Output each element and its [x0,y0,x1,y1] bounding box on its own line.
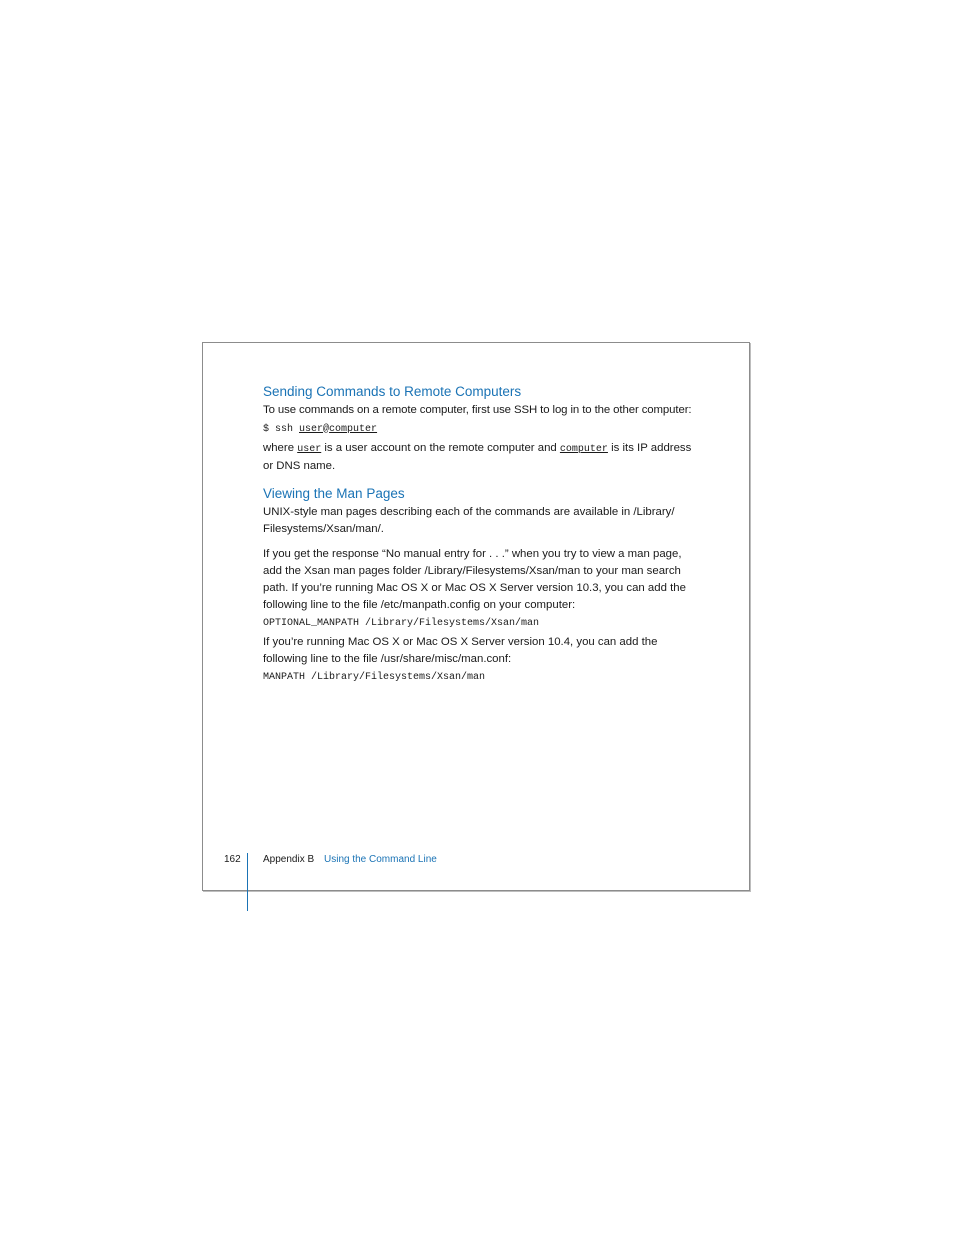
where-computer-code: computer [559,444,608,455]
where-mid-text: is a user account on the remote computer and [321,442,560,454]
ssh-command-user: user [299,424,324,435]
page-content [263,382,713,685]
section-heading-remote-commands: Sending Commands to Remote Computers [263,384,522,399]
ssh-command-prefix: $ ssh [263,424,300,435]
where-word: where [263,442,298,454]
manpath-code: MANPATH /Library/Filesystems/Xsan/man [263,672,486,683]
section-heading-man-pages: Viewing the Man Pages [263,486,405,501]
ssh-command-at: @ [323,424,330,435]
footer-chapter-title: Using the Command Line [324,854,437,865]
man-path-instructions-text: If you get the response “No manual entry for . . .” when you try to view a man page, add the Xsan man pages folder /Library/Filesystems/Xsan/man to your man search path. If you’re running Mac OS X or Mac OS X Server version 10.3, you can add the following line to the file /etc/manpath.config on your computer: [263,548,686,611]
where-user-code: user [297,444,322,455]
man-conf-instructions-text: If you’re running Mac OS X or Mac OS X Server version 10.4, you can add the following line to the file /usr/share/misc/man.conf: [263,636,658,665]
ssh-explanation-text [263,440,703,475]
ssh-command-line [263,423,713,437]
ssh-command-computer: computer [329,424,378,435]
man-pages-location-text: UNIX-style man pages describing each of the commands are available in /Library/ Filesystems/Xsan/man/. [263,506,675,535]
footer-vertical-rule [247,853,248,911]
page-number: 162 [224,854,241,865]
remote-intro-text: To use commands on a remote computer, first use SSH to log in to the other computer: [263,404,692,416]
optional-manpath-code: OPTIONAL_MANPATH /Library/Filesystems/Xsan/man [263,618,540,629]
where-end-text: is its IP address or DNS name. [263,442,692,472]
footer-appendix-label: Appendix B [263,854,315,865]
